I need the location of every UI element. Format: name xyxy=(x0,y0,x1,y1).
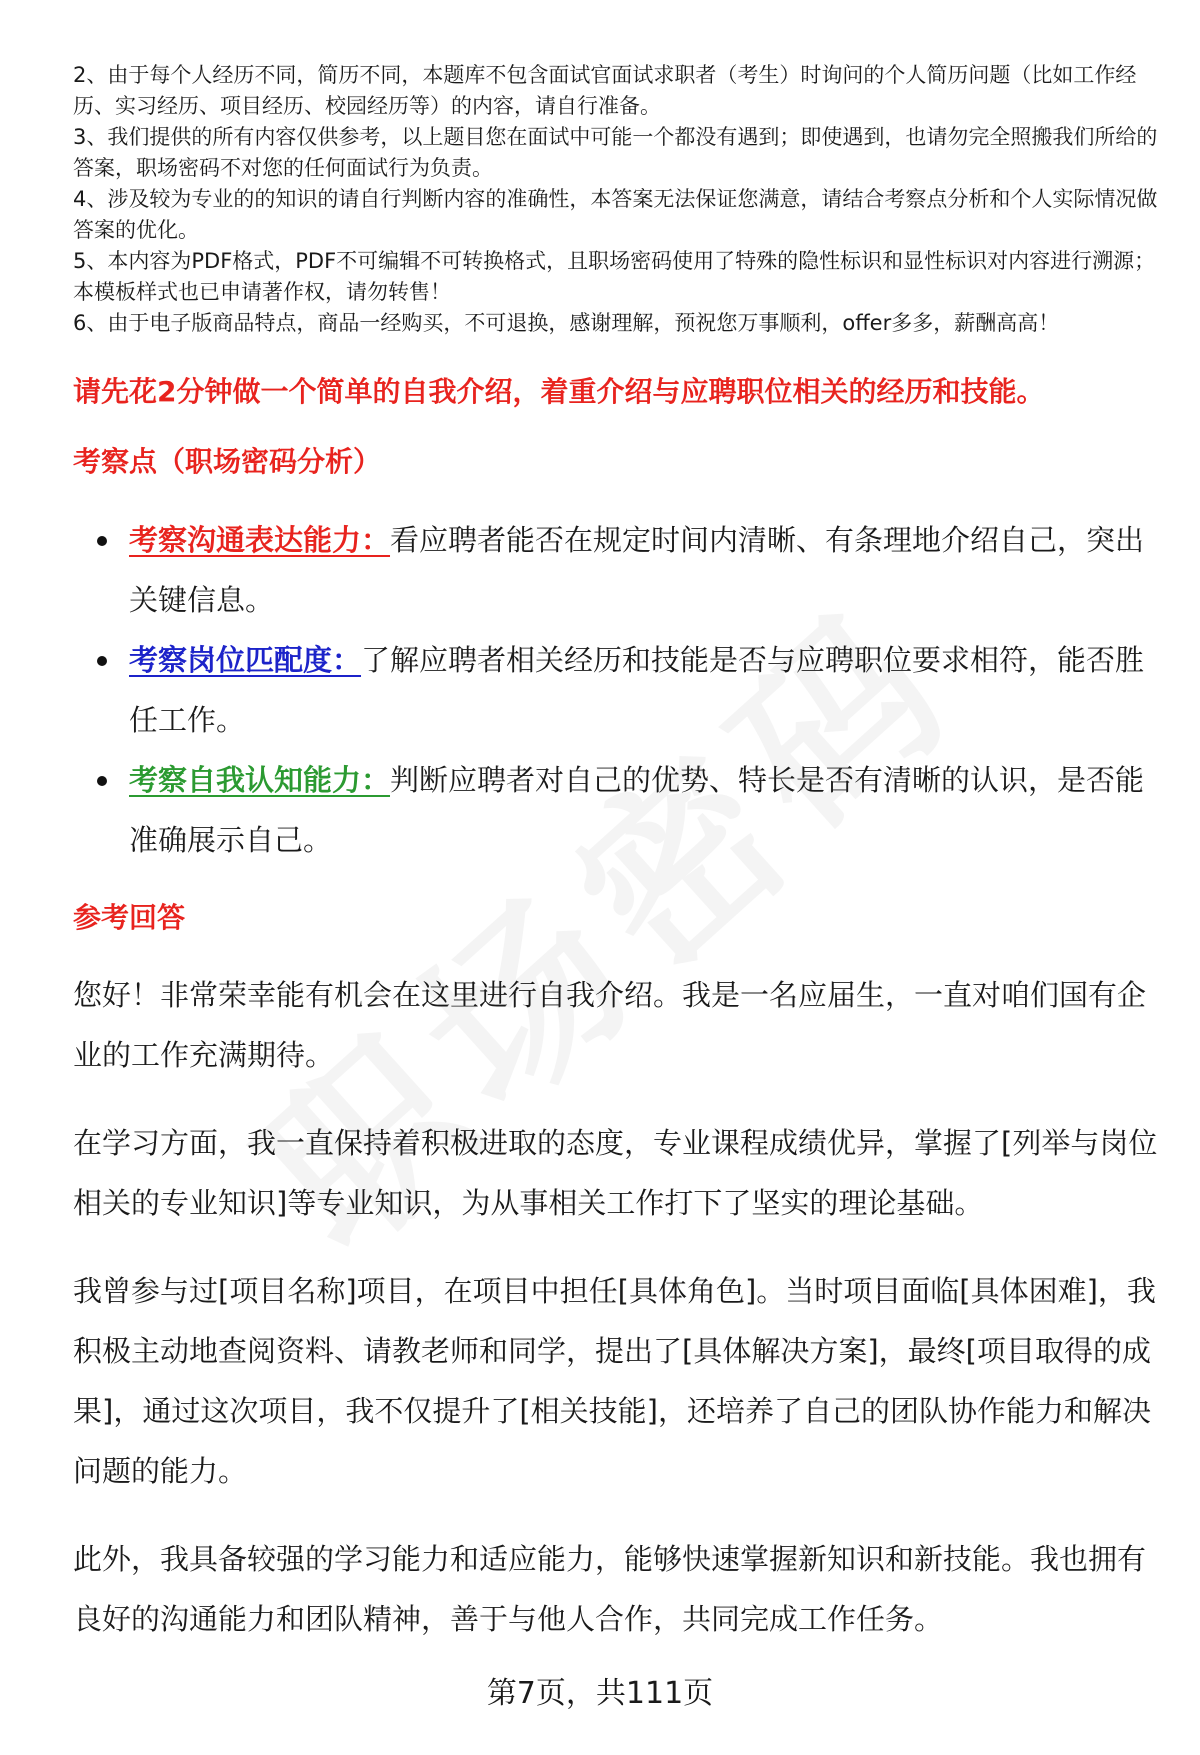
note-item: 6、由于电子版商品特点，商品一经购买，不可退换，感谢理解，预祝您万事顺利，offer多多，薪酬高高！ xyxy=(73,311,1060,335)
point-label: 考察沟通表达能力： xyxy=(129,523,391,557)
point-text: 判断应聘者对自己的优势、特长是否有清晰的认识，是否能准确展示自己。 xyxy=(129,763,1145,857)
bullet-icon xyxy=(97,776,107,786)
note-item: 3、我们提供的所有内容仅供参考，以上题目您在面试中可能一个都没有遇到；即使遇到，也请勿完全照搬我们所给的答案，职场密码不对您的任何面试行为负责。 xyxy=(73,125,1158,180)
point-text: 了解应聘者相关经历和技能是否与应聘职位要求相符，能否胜任工作。 xyxy=(129,643,1145,737)
point-label: 考察自我认知能力： xyxy=(129,763,391,797)
answer-paragraph: 我曾参与过[项目名称]项目，在项目中担任[具体角色]。当时项目面临[具体困难]，我积极主动地查阅资料、请教老师和同学，提出了[具体解决方案]，最终[项目取得的成果]，通过这次项目，我不仅提升了[相关技能]，还培养了自己的团队协作能力和解决问题的能力。 xyxy=(73,1274,1156,1488)
point-item xyxy=(73,630,1153,750)
bullet-icon xyxy=(97,656,107,666)
answer-heading: 参考回答 xyxy=(73,901,186,934)
assessment-points xyxy=(73,510,1153,870)
note-item: 5、本内容为PDF格式，PDF不可编辑不可转换格式，且职场密码使用了特殊的隐性标识和显性标识对内容进行溯源；本模板样式也已申请著作权，请勿转售！ xyxy=(73,249,1156,304)
note-item: 2、由于每个人经历不同，简历不同，本题库不包含面试官面试求职者（考生）时询问的个人简历问题（比如工作经历、实习经历、项目经历、校园经历等）的内容，请自行准备。 xyxy=(73,63,1137,118)
disclaimer-notes xyxy=(73,60,1163,339)
answer-paragraph: 在学习方面，我一直保持着积极进取的态度，专业课程成绩优异，掌握了[列举与岗位相关的专业知识]等专业知识，为从事相关工作打下了坚实的理论基础。 xyxy=(73,1126,1158,1220)
point-item xyxy=(73,750,1153,870)
answer-paragraph: 您好！非常荣幸能有机会在这里进行自我介绍。我是一名应届生，一直对咱们国有企业的工作充满期待。 xyxy=(73,978,1147,1072)
reference-answer xyxy=(73,965,1163,1677)
question-heading: 请先花2分钟做一个简单的自我介绍，着重介绍与应聘职位相关的经历和技能。 xyxy=(73,375,1045,408)
page-number: 第7页，共111页 xyxy=(486,1676,714,1711)
points-heading: 考察点（职场密码分析） xyxy=(73,445,382,478)
bullet-icon xyxy=(97,536,107,546)
point-text: 看应聘者能否在规定时间内清晰、有条理地介绍自己，突出关键信息。 xyxy=(129,523,1145,617)
answer-paragraph: 此外，我具备较强的学习能力和适应能力，能够快速掌握新知识和新技能。我也拥有良好的沟通能力和团队精神，善于与他人合作，共同完成工作任务。 xyxy=(73,1542,1147,1636)
note-item: 4、涉及较为专业的的知识的请自行判断内容的准确性，本答案无法保证您满意，请结合考察点分析和个人实际情况做答案的优化。 xyxy=(73,187,1158,242)
point-label: 考察岗位匹配度： xyxy=(129,643,362,677)
point-item xyxy=(73,510,1153,630)
